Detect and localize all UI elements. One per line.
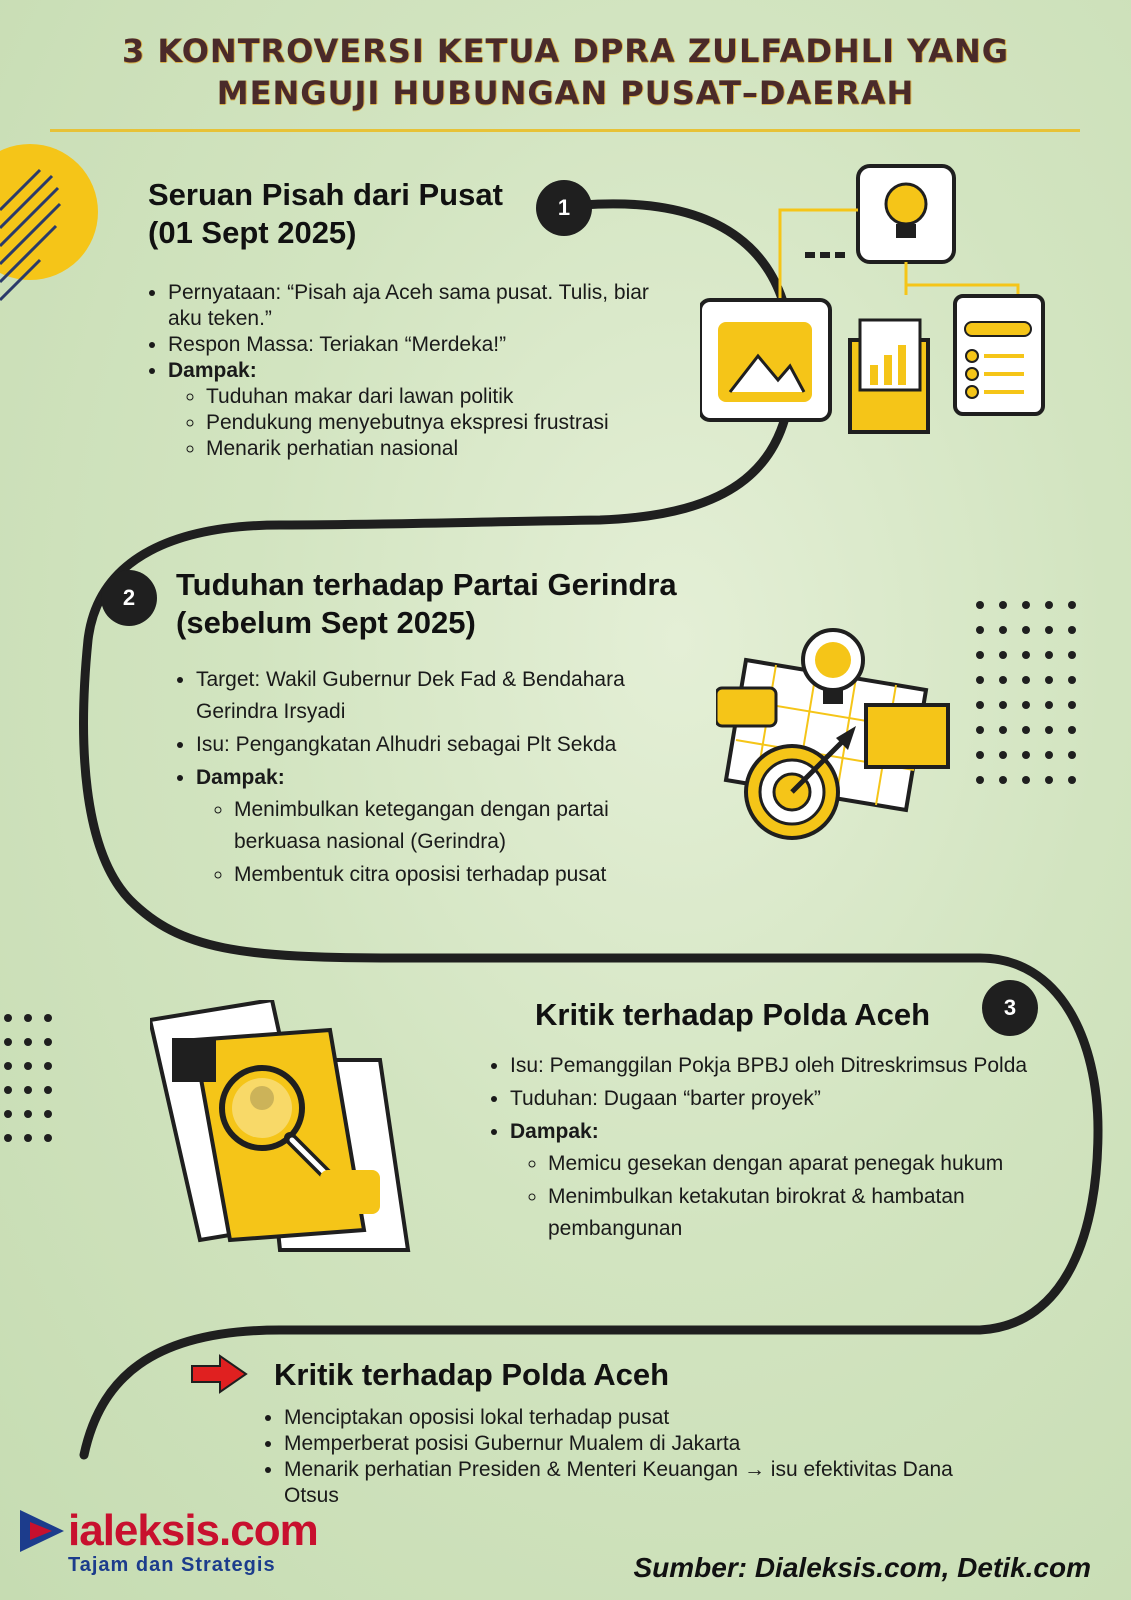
conclusion xyxy=(264,1405,984,1509)
section-2-list xyxy=(176,664,696,891)
section-3-list xyxy=(490,1050,1030,1245)
impact-item: • Dampak: ◦ Menimbulkan ketegangan dengan partai berkuasa nasional (Gerindra) ◦ Membentuk citra oposisi terhadap pusat xyxy=(196,762,696,891)
magnifier-documents-icon xyxy=(150,1000,420,1260)
title-line-1: 3 KONTROVERSI KETUA DPRA ZULFADHLI YANG xyxy=(121,32,1010,70)
list-item: • Pernyataan: “Pisah aja Aceh sama pusat. Tulis, biar aku teken.” xyxy=(168,280,688,332)
list-item: • Target: Wakil Gubernur Dek Fad & Bendahara Gerindra Irsyadi xyxy=(196,664,696,728)
section-1-list xyxy=(148,280,688,462)
brand-logo xyxy=(18,1508,318,1577)
play-d-icon xyxy=(18,1508,68,1554)
section-3-heading: Kritik terhadap Polda Aceh xyxy=(535,997,931,1032)
step-badge-1: 1 xyxy=(536,180,592,236)
conclusion-heading: Kritik terhadap Polda Aceh xyxy=(274,1357,670,1392)
target-strategy-icon xyxy=(716,620,966,850)
list-item: ◦ Menimbulkan ketakutan birokrat & hambatan pembangunan xyxy=(548,1181,1030,1245)
list-item: • Tuduhan: Dugaan “barter proyek” xyxy=(510,1083,1030,1115)
title-divider xyxy=(50,129,1080,132)
list-item: • Memperberat posisi Gubernur Mualem di Jakarta xyxy=(284,1431,984,1457)
list-item: ◦ Menimbulkan ketegangan dengan partai berkuasa nasional (Gerindra) xyxy=(234,794,696,858)
list-item: ◦ Menarik perhatian nasional xyxy=(206,436,688,462)
impact-item: • Dampak: ◦ Memicu gesekan dengan aparat penegak hukum ◦ Menimbulkan ketakutan birokrat & hambatan pembangunan xyxy=(510,1116,1030,1245)
list-item: • Respon Massa: Teriakan “Merdeka!” xyxy=(168,332,688,358)
list-item: • Isu: Pengangkatan Alhudri sebagai Plt Sekda xyxy=(196,729,696,761)
section-3 xyxy=(490,1050,1030,1246)
list-item: ◦ Pendukung menyebutnya ekspresi frustrasi xyxy=(206,410,688,436)
list-item: • Isu: Pemanggilan Pokja BPBJ oleh Ditreskrimsus Polda xyxy=(510,1050,1030,1082)
logo-text: ialeksis.com xyxy=(68,1506,318,1555)
list-item: • Menarik perhatian Presiden & Menteri Keuangan → isu efektivitas Dana Otsus xyxy=(284,1457,984,1509)
step-badge-2: 2 xyxy=(101,570,157,626)
list-item: ◦ Tuduhan makar dari lawan politik xyxy=(206,384,688,410)
list-item: • Menciptakan oposisi lokal terhadap pusat xyxy=(284,1405,984,1431)
impact-item: • Dampak: ◦ Tuduhan makar dari lawan politik ◦ Pendukung menyebutnya ekspresi frustrasi ◦ Menarik perhatian nasional xyxy=(168,358,688,462)
list-item: ◦ Membentuk citra oposisi terhadap pusat xyxy=(234,859,696,891)
red-arrow-icon xyxy=(190,1354,248,1394)
source-credit: Sumber: Dialeksis.com, Detik.com xyxy=(633,1552,1091,1583)
section-1 xyxy=(148,176,688,462)
list-item: ◦ Memicu gesekan dengan aparat penegak hukum xyxy=(548,1148,1030,1180)
title-line-2: MENGUJI HUBUNGAN PUSAT–DAERAH xyxy=(216,74,915,112)
section-1-heading: Seruan Pisah dari Pusat (01 Sept 2025) xyxy=(148,177,503,250)
conclusion-list xyxy=(264,1405,984,1509)
lightbulb-documents-icon xyxy=(700,160,1070,450)
section-2 xyxy=(176,566,696,892)
page-title xyxy=(60,30,1071,114)
step-badge-3: 3 xyxy=(982,980,1038,1036)
section-2-heading: Tuduhan terhadap Partai Gerindra (sebelum Sept 2025) xyxy=(176,567,677,640)
logo-tagline: Tajam dan Strategis xyxy=(68,1554,276,1576)
